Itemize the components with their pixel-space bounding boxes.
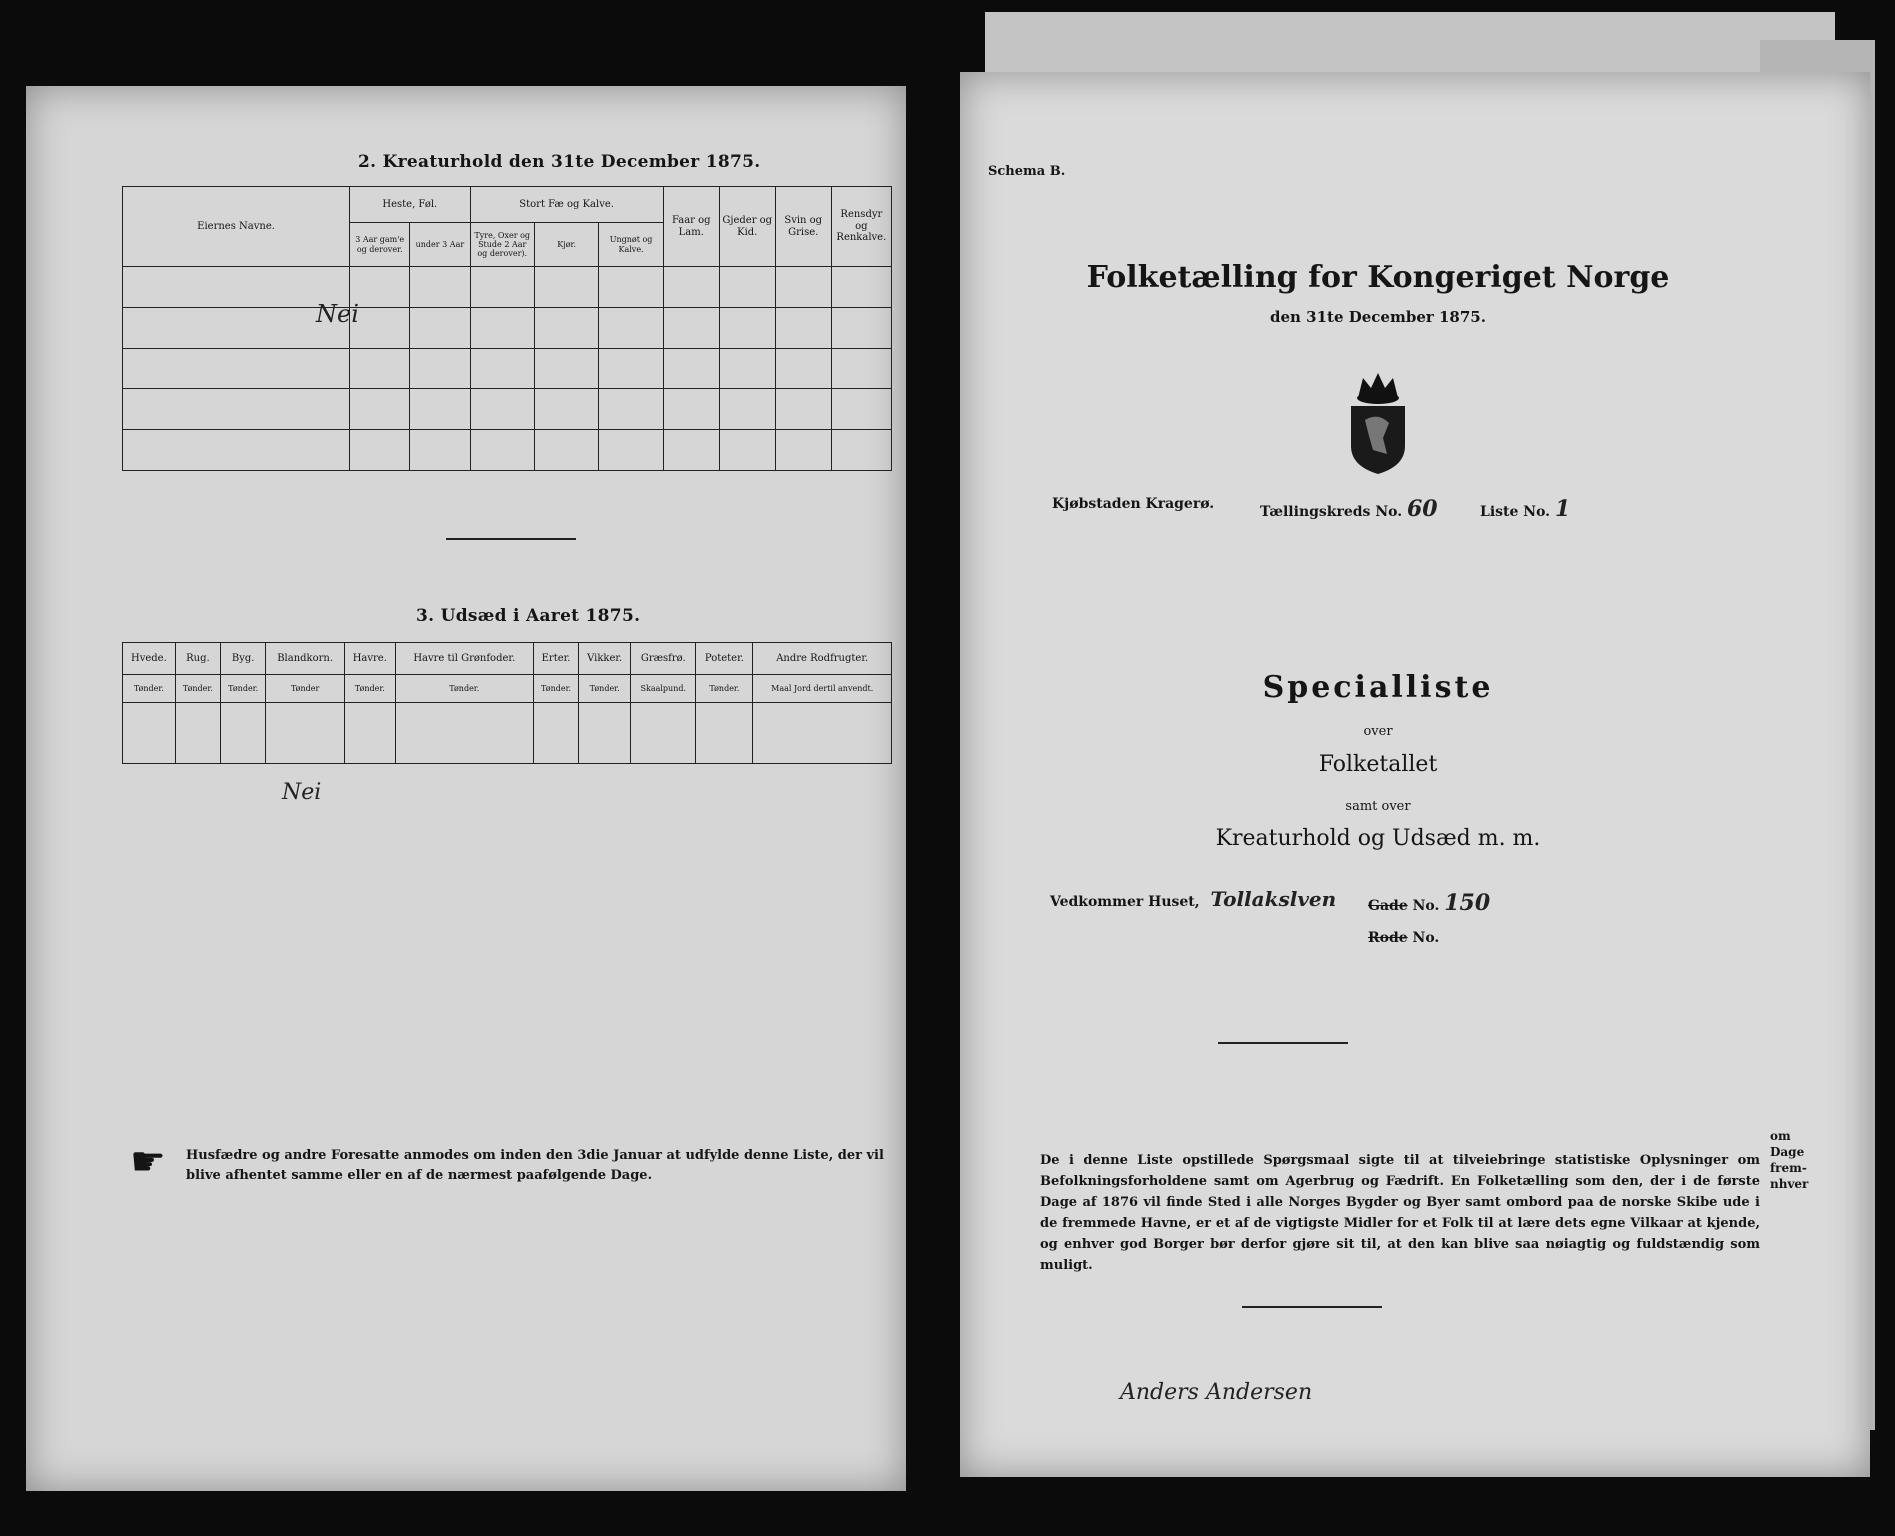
district-line — [1260, 496, 1438, 522]
edge-text: om Dage frem- nhver — [1770, 1129, 1809, 1191]
col-horses-under3: under 3 Aar — [410, 223, 470, 267]
handwritten-nei-seed: Nei — [282, 780, 322, 805]
seed-col-unit: Tønder. — [123, 675, 176, 703]
seed-col-name: Hvede. — [123, 643, 176, 675]
col-goats: Gjeder og Kid. — [719, 187, 775, 267]
col-cattle-young: Ungnøt og Kalve. — [599, 223, 663, 267]
col-horses-3yr: 3 Aar gam'e og derover. — [350, 223, 410, 267]
seed-cell — [753, 703, 892, 764]
samt-over-text: samt over — [1345, 799, 1411, 814]
district-value: 60 — [1406, 496, 1438, 522]
signature: Anders Andersen — [1120, 1380, 1313, 1405]
seed-col-name: Erter. — [533, 643, 578, 675]
rode-label: Rode — [1368, 930, 1408, 946]
folketallet-title: Folketallet — [1318, 752, 1438, 777]
town-line — [1052, 496, 1214, 512]
divider — [1242, 1306, 1382, 1308]
seed-col-name: Havre til Grønfoder. — [395, 643, 533, 675]
seed-cell — [579, 703, 631, 764]
seed-cell — [266, 703, 345, 764]
document-date: den 31te December 1875. — [1270, 308, 1486, 326]
seed-cell — [696, 703, 753, 764]
seed-cell — [175, 703, 220, 764]
col-reindeer: Rensdyr og Renkalve. — [831, 187, 891, 267]
kreaturhold-title: Kreaturhold og Udsæd m. m. — [1215, 826, 1541, 851]
seed-col-unit: Tønder. — [579, 675, 631, 703]
right-page — [960, 72, 1870, 1477]
house-label: Vedkommer Huset, — [1050, 894, 1200, 910]
section3-title: 3. Udsæd i Aaret 1875. — [416, 606, 641, 626]
seed-col-unit: Skaalpund. — [631, 675, 696, 703]
coat-of-arms-icon — [1343, 368, 1413, 478]
seed-col-name: Havre. — [344, 643, 395, 675]
rode-line — [1368, 930, 1439, 946]
col-horses: Heste, Føl. — [350, 187, 470, 223]
seed-cell — [533, 703, 578, 764]
livestock-table — [122, 186, 892, 471]
col-sheep: Faar og Lam. — [663, 187, 719, 267]
col-cattle: Stort Fæ og Kalve. — [470, 187, 663, 223]
house-value: Tollakslven — [1210, 887, 1337, 911]
seed-col-unit: Tønder — [266, 675, 345, 703]
col-cattle-cows: Kjør. — [534, 223, 598, 267]
seed-cell — [395, 703, 533, 764]
seed-col-name: Poteter. — [696, 643, 753, 675]
town-label: Kjøbstaden — [1052, 496, 1141, 512]
col-pigs: Svin og Grise. — [775, 187, 831, 267]
table-row — [123, 307, 892, 348]
house-line — [1050, 887, 1336, 911]
table-row — [123, 430, 892, 471]
specialliste-title: Specialliste — [1262, 670, 1494, 705]
gade-line — [1368, 890, 1490, 916]
gade-no-value: 150 — [1444, 890, 1491, 916]
seed-col-unit: Tønder. — [696, 675, 753, 703]
seed-table — [122, 642, 892, 764]
seed-col-name: Andre Rodfrugter. — [753, 643, 892, 675]
seed-col-name: Vikker. — [579, 643, 631, 675]
table-row — [123, 267, 892, 308]
seed-col-unit: Tønder. — [175, 675, 220, 703]
divider — [1218, 1042, 1348, 1044]
seed-cell — [631, 703, 696, 764]
seed-col-unit: Tønder. — [533, 675, 578, 703]
seed-col-name: Rug. — [175, 643, 220, 675]
rode-no-label: No. — [1412, 930, 1440, 946]
document-title: Folketælling for Kongeriget Norge — [1086, 260, 1670, 295]
over-text-1: over — [1363, 724, 1393, 739]
seed-col-unit: Tønder. — [221, 675, 266, 703]
pointing-hand-icon: ☛ — [130, 1139, 166, 1185]
seed-col-name: Blandkorn. — [266, 643, 345, 675]
handwritten-nei-livestock: Nei — [316, 300, 359, 328]
col-cattle-oxen: Tyre, Oxer og Stude 2 Aar og derover). — [470, 223, 534, 267]
seed-col-unit: Tønder. — [344, 675, 395, 703]
seed-col-unit: Maal Jord dertil anvendt. — [753, 675, 892, 703]
seed-col-unit: Tønder. — [395, 675, 533, 703]
notice-text: Husfædre og andre Foresatte anmodes om inden den 3die Januar at udfylde denne Liste, der vil blive afhentet samme eller en af de nærmest paafølgende Dage. — [186, 1148, 884, 1183]
seed-cell — [344, 703, 395, 764]
seed-col-name: Byg. — [221, 643, 266, 675]
col-owner-names: Eiernes Navne. — [123, 187, 350, 267]
section2-title: 2. Kreaturhold den 31te December 1875. — [358, 152, 761, 172]
gade-label: Gade — [1368, 898, 1408, 914]
seed-cell — [123, 703, 176, 764]
seed-col-name: Græsfrø. — [631, 643, 696, 675]
list-value: 1 — [1554, 496, 1571, 522]
town-value: Kragerø. — [1145, 496, 1215, 512]
district-label: Tællingskreds No. — [1260, 504, 1403, 520]
divider — [446, 538, 576, 540]
left-page — [26, 86, 906, 1491]
seed-cell — [221, 703, 266, 764]
list-label: Liste No. — [1480, 504, 1551, 520]
table-row — [123, 348, 892, 389]
list-line — [1480, 496, 1570, 522]
info-paragraph: De i denne Liste opstillede Spørgsmaal sigte til at tilveiebringe statistiske Oplysninger om Befolkningsforholdene samt om Agerbrug og Fædrift. En Folketælling som den, der i de første Dage af 1876 vil finde Sted i alle Norges Bygder og Byer samt ombord paa de norske Skibe ude i de fremmede Havne, er et af de vigtigste Midler for et Folk til at lære dets egne Vilkaar at kjende, og enhver god Borger bør derfor gjøre sit til, at den kan blive saa nøiagtig og fuldstændig som muligt. — [1040, 1153, 1760, 1273]
schema-label: Schema B. — [988, 164, 1066, 179]
table-row — [123, 389, 892, 430]
gade-no-label: No. — [1412, 898, 1440, 914]
